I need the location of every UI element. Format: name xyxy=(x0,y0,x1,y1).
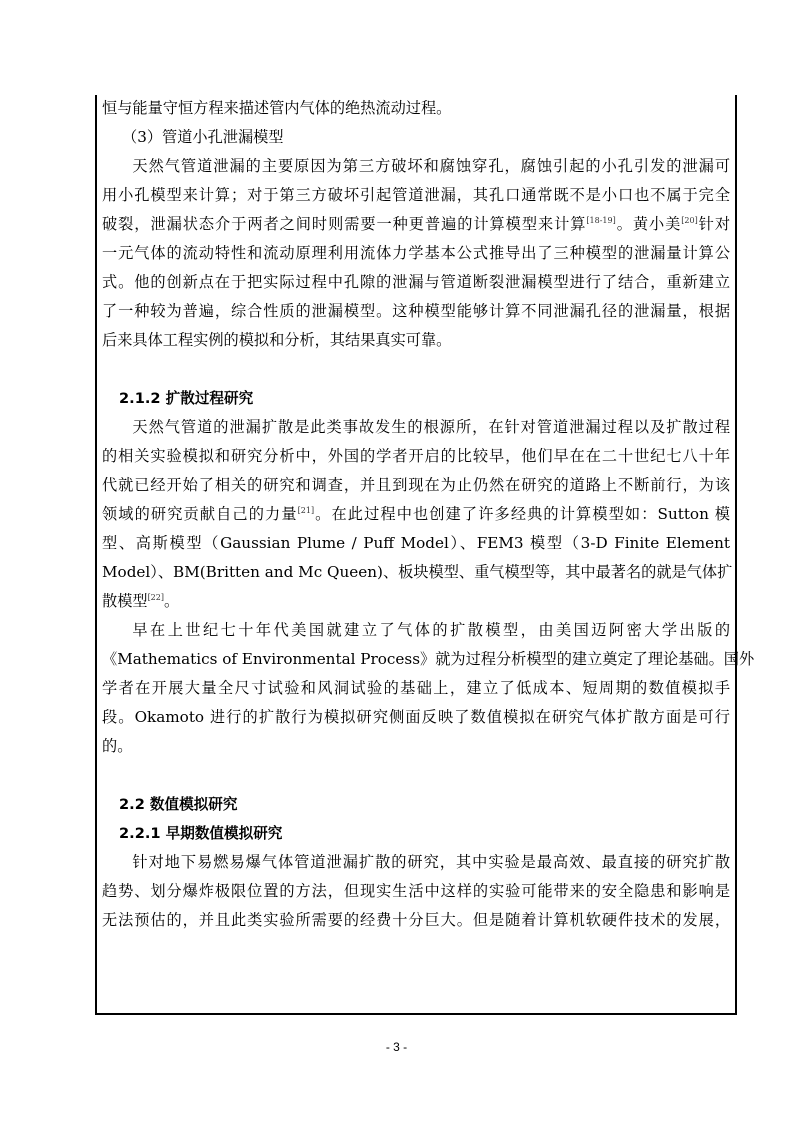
paragraph-line: 用小孔模型来计算；对于第三方破坏引起管道泄漏，其孔口通常既不是小口也不属于完全 xyxy=(102,186,730,204)
citation-ref: [21] xyxy=(297,506,315,515)
paragraph-line: 学者在开展大量全尺寸试验和风洞试验的基础上，建立了低成本、短周期的数值模拟手 xyxy=(102,679,730,697)
paragraph-line: 的。 xyxy=(102,737,133,755)
paragraph-line: 式。他的创新点在于把实际过程中孔隙的泄漏与管道断裂泄漏模型进行了结合，重新建立 xyxy=(102,273,730,291)
paragraph-line: Model）、BM(Britten and Mc Queen)、板块模型、重气模型等，其中最著名的就是气体扩 xyxy=(102,563,733,581)
paragraph-line: 的相关实验模拟和研究分析中，外国的学者开启的比较早，他们早在在二十世纪七八十年 xyxy=(102,447,730,465)
paragraph-line: 针对地下易燃易爆气体管道泄漏扩散的研究，其中实验是最高效、最直接的研究扩散 xyxy=(132,853,730,871)
page-number: - 3 - xyxy=(385,1040,408,1054)
paragraph-line: 早在上世纪七十年代美国就建立了气体的扩散模型，由美国迈阿密大学出版的 xyxy=(132,621,730,639)
paragraph-line: 破裂，泄漏状态介于两者之间时则需要一种更普遍的计算模型来计算[18-19]。黄小美[20]针对 xyxy=(102,215,731,233)
paragraph-line: 一元气体的流动特性和流动原理利用流体力学基本公式推导出了三种模型的泄漏量计算公 xyxy=(102,244,730,262)
paragraph-line: 天然气管道泄漏的主要原因为第三方破坏和腐蚀穿孔，腐蚀引起的小孔引发的泄漏可 xyxy=(132,157,730,175)
citation-ref: [18-19] xyxy=(586,216,616,225)
paragraph-line: 恒与能量守恒方程来描述管内气体的绝热流动过程。 xyxy=(102,99,452,117)
paragraph-line: 天然气管道的泄漏扩散是此类事故发生的根源所，在针对管道泄漏过程以及扩散过程 xyxy=(132,418,730,436)
paragraph-line: 代就已经开始了相关的研究和调查，并且到现在为止仍然在研究的道路上不断前行，为该 xyxy=(102,476,730,494)
section-heading: 2.2 数值模拟研究 xyxy=(119,796,238,813)
section-heading: 2.1.2 扩散过程研究 xyxy=(119,390,254,407)
paragraph-line: 趋势、划分爆炸极限位置的方法，但现实生活中这样的实验可能带来的安全隐患和影响是 xyxy=(102,882,730,900)
document-body xyxy=(102,94,755,935)
paragraph-line: 无法预估的，并且此类实验所需要的经费十分巨大。但是随着计算机软硬件技术的发展， xyxy=(102,911,730,929)
paragraph-line: 散模型[22]。 xyxy=(102,592,180,610)
paragraph-line: 了一种较为普遍，综合性质的泄漏模型。这种模型能够计算不同泄漏孔径的泄漏量，根据 xyxy=(102,302,730,320)
paragraph-line: 后来具体工程实例的模拟和分析，其结果真实可靠。 xyxy=(102,331,452,349)
paragraph-line: 段。Okamoto 进行的扩散行为模拟研究侧面反映了数值模拟在研究气体扩散方面是可行 xyxy=(102,708,730,726)
section-heading: 2.2.1 早期数值模拟研究 xyxy=(119,825,283,842)
citation-ref: [22] xyxy=(147,593,164,602)
subsection-heading: （3）管道小孔泄漏模型 xyxy=(122,128,284,146)
paragraph-line: 《Mathematics of Environmental Process》就为过程分析模型的建立奠定了理论基础。国外 xyxy=(102,650,755,668)
paragraph-line: 领域的研究贡献自己的力量[21]。在此过程中也创建了许多经典的计算模型如：Sutton 模 xyxy=(102,505,730,523)
citation-ref: [20] xyxy=(681,216,698,225)
paragraph-line: 型、高斯模型（Gaussian Plume / Puff Model）、FEM3 模型（3-D Finite Element xyxy=(102,534,730,552)
